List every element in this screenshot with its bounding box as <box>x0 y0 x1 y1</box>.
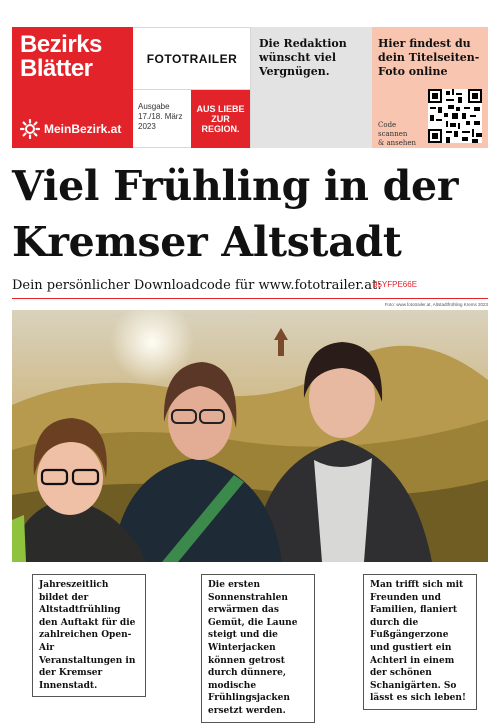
meinbezirk-label: MeinBezirk.at <box>44 122 122 136</box>
qr-instruction: Code scannen & ansehen <box>378 121 417 147</box>
meinbezirk-logo <box>20 119 121 139</box>
qr-code-icon[interactable] <box>428 89 482 143</box>
brand-logo-block <box>12 27 133 148</box>
download-code-label: Dein persönlicher Downloadcode für www.fototrailer.at: <box>12 278 382 293</box>
issue-date: Ausgabe 17./18. März 2023 <box>138 102 183 131</box>
download-code[interactable]: 95YFPE66E <box>373 280 418 289</box>
caption-1: Jahreszeitlich bildet der Altstadtfrühling den Auftakt für die zahlreichen Open-Air Veranstaltungen in der Kremser Innenstadt. <box>32 574 146 697</box>
redaktion-note: Die Redaktion wünscht viel Vergnügen. <box>251 27 372 148</box>
cover-photo <box>12 310 488 562</box>
caption-2: Die ersten Sonnenstrahlen erwärmen das Gemüt, die Laune steigt und die Winterjacken können getrost durch dünnere, modische Frühlingsjacken ersetzt werden. <box>201 574 315 723</box>
red-divider <box>12 298 488 299</box>
masthead-middle <box>133 27 251 148</box>
photo-credit: Foto: www.fototrailer.at, Altstadtfrühling Krems 2023 <box>384 302 488 307</box>
fototrailer-label: FOTOTRAILER <box>146 52 238 66</box>
caption-3: Man trifft sich mit Freunden und Familien, flaniert durch die Fußgängerzone und gustiert ein Achterl in einem der schönen Schanigärten. So lässt es sich leben! <box>363 574 477 710</box>
titelseite-panel <box>372 27 488 148</box>
region-badge: AUS LIEBE ZUR REGION. <box>191 90 250 148</box>
sun-icon <box>20 119 40 139</box>
page-title: Viel Frühling in der Kremser Altstadt <box>12 162 459 266</box>
brand-logo-text: Bezirks Blätter <box>20 31 102 82</box>
titelseite-text: Hier findest du dein Titelseiten-Foto online <box>378 37 480 78</box>
